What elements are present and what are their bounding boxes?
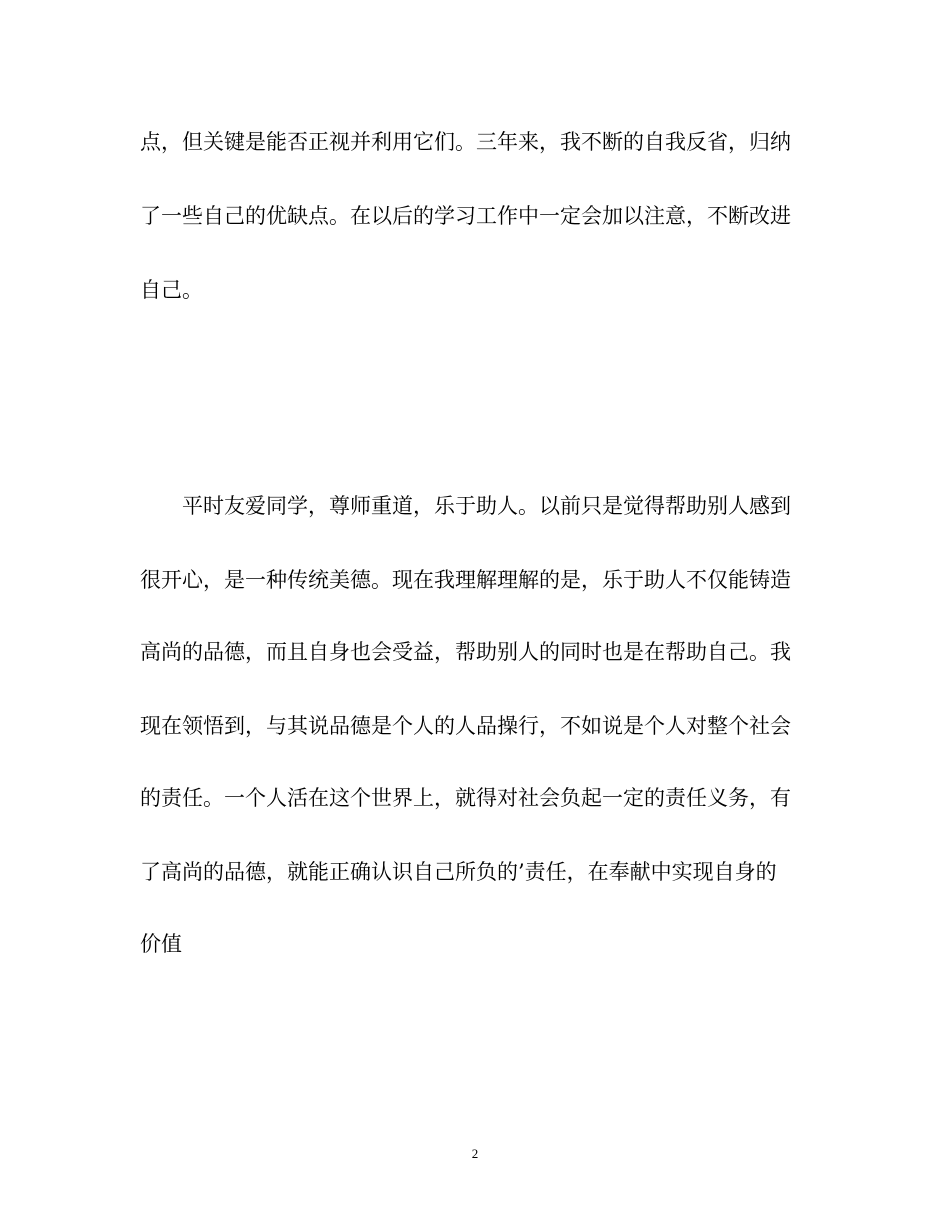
paragraph-2-line-4: 现在领悟到，与其说品德是个人的人品操行，不如说是个人对整个社会 bbox=[140, 714, 791, 738]
paragraph-2-line-3: 高尚的品德，而且自身也会受益，帮助别人的同时也是在帮助自己。我 bbox=[140, 640, 791, 664]
paragraph-2-line-1: 平时友爱同学，尊师重道，乐于助人。以前只是觉得帮助别人感到 bbox=[182, 494, 791, 518]
paragraph-2-line-5: 的责任。一个人活在这个世界上，就得对社会负起一定的责任义务，有 bbox=[140, 786, 791, 810]
paragraph-1-line-3: 自己。 bbox=[140, 278, 203, 302]
page-number: 2 bbox=[471, 1146, 479, 1161]
paragraph-2-line-7: 价值 bbox=[140, 932, 182, 956]
paragraph-2-line-6: 了高尚的品德，就能正确认识自己所负的’责任，在奉献中实现自身的 bbox=[140, 860, 777, 884]
paragraph-1-line-1: 点，但关键是能否正视并利用它们。三年来，我不断的自我反省，归纳 bbox=[140, 130, 791, 154]
paragraph-1-line-2: 了一些自己的优缺点。在以后的学习工作中一定会加以注意，不断改进 bbox=[140, 204, 791, 228]
paragraph-2-line-2: 很开心，是一种传统美德。现在我理解理解的是，乐于助人不仅能铸造 bbox=[140, 568, 791, 592]
